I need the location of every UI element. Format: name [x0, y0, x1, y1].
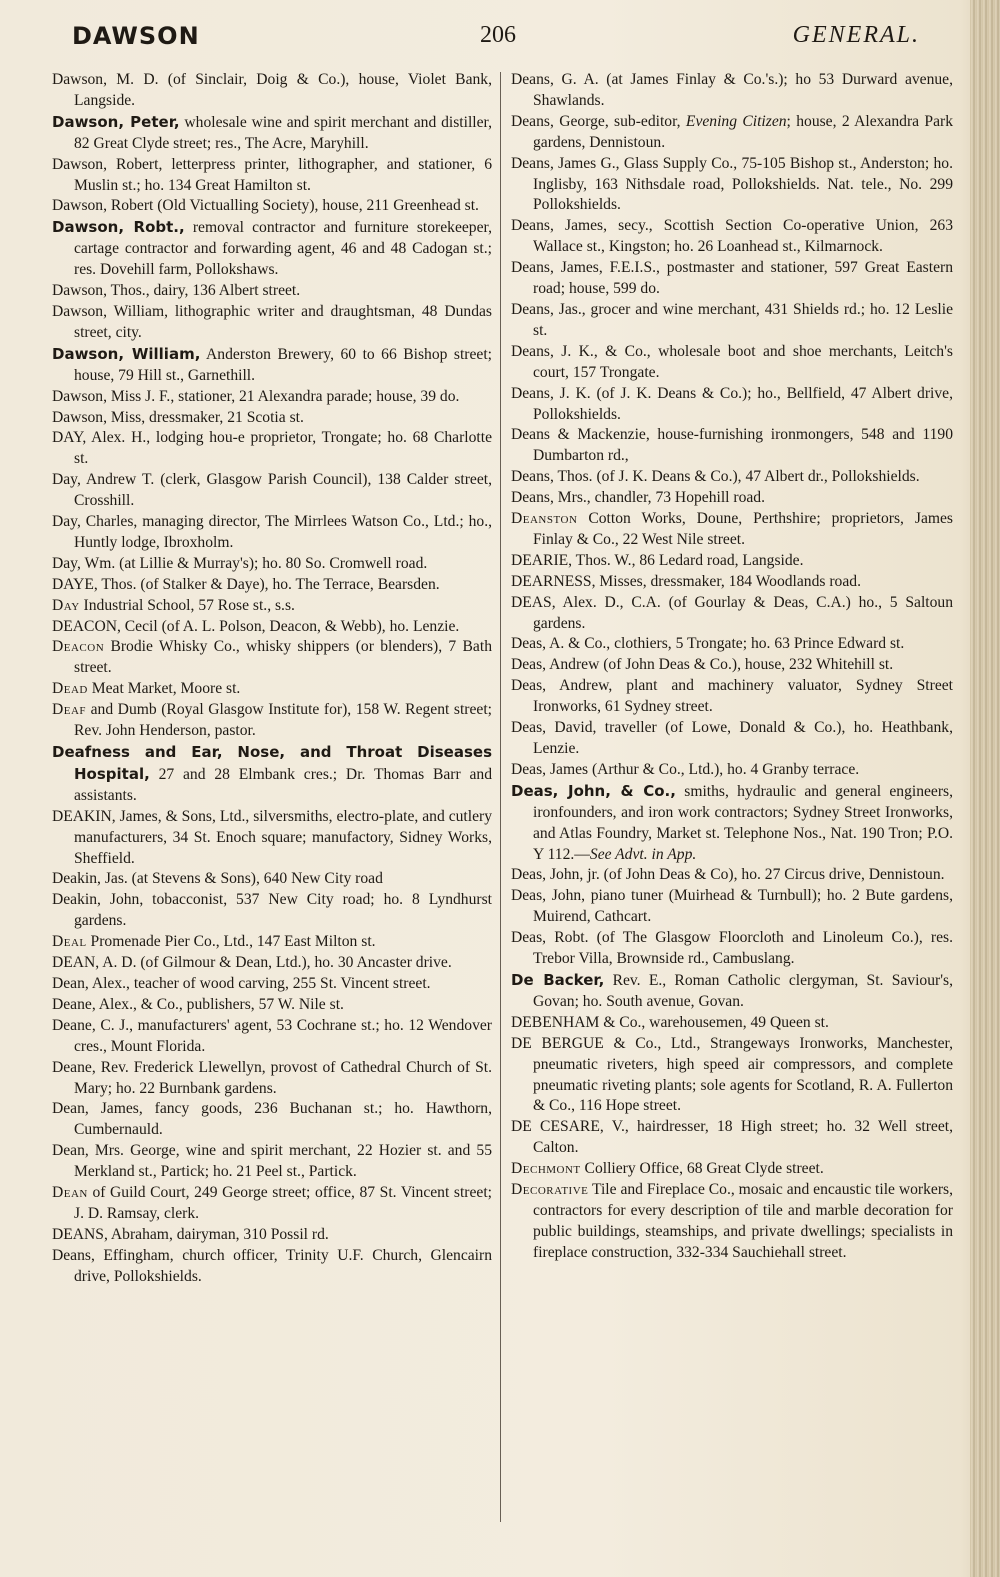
directory-entry: Deakin, John, tobacconist, 537 New City road; ho. 8 Lyndhurst gardens.	[52, 891, 492, 930]
entry-text: Brodie Whisky Co., whisky shippers (or blenders), 7 Bath street.	[74, 638, 492, 677]
directory-entry: Deakin, Jas. (at Stevens & Sons), 640 New City road	[52, 870, 383, 888]
directory-entry: Deans & Mackenzie, house-furnishing ironmongers, 548 and 1190 Dumbarton rd.,	[511, 426, 953, 465]
directory-entry: DAY, Alex. H., lodging hou-e proprietor, Trongate; ho. 68 Charlotte st.	[52, 429, 492, 468]
entry-text: Anderston Brewery, 60 to 66 Bishop street; house, 79 Hill st., Garnethill.	[74, 345, 493, 384]
entry-text: Cotton Works, Doune, Perthshire; proprietors, James Finlay & Co., 22 West Nile street.	[533, 510, 953, 548]
entry-text: removal contractor and furniture storekeeper, cartage contractor and forwarding agent, 46 and 48 Cadogan st.; res. Dovehill farm, Pollokshaws.	[74, 219, 492, 279]
running-head-section: GENERAL.	[792, 22, 920, 48]
directory-entry: DE BERGUE & Co., Ltd., Strangeways Ironworks, Manchester, pneumatic riveters, high speed air compressors, and complete pneumatic riveting plants; sole agents for Scotland, R. A. Fullerton & Co., 116 Hope street.	[511, 1034, 953, 1115]
directory-entry: DAYE, Thos. (of Stalker & Daye), ho. The Terrace, Bearsden.	[52, 575, 440, 593]
column-divider	[500, 72, 501, 1522]
directory-entry: Deans, Jas., grocer and wine merchant, 431 Shields rd.; ho. 12 Leslie st.	[511, 300, 953, 339]
entry-name: Deas, John, & Co.,	[511, 781, 676, 800]
entry-italic: Evening Citizen	[685, 112, 787, 130]
directory-entry: Deane, Alex., & Co., publishers, 57 W. Nile st.	[52, 995, 344, 1013]
entry-name: Deaf	[52, 701, 87, 719]
entry-name: Deanston	[511, 510, 578, 528]
directory-entry	[52, 742, 492, 807]
directory-entry: DEAKIN, James, & Sons, Ltd., silversmiths, electro-plate, and cutlery manufacturers, 34 St. Enoch square; manufactory, Sidney Works, Sheffield.	[52, 807, 492, 867]
directory-entry: Dawson, Miss J. F., stationer, 21 Alexandra parade; house, 39 do.	[52, 387, 460, 405]
entry-name: Dawson, William,	[52, 344, 201, 363]
directory-entry: Day, Andrew T. (clerk, Glasgow Parish Council), 138 Calder street, Crosshill.	[52, 471, 492, 510]
directory-entry	[52, 1183, 492, 1225]
entry-name: Dawson, Robt.,	[52, 218, 185, 237]
entry-name: Day	[52, 596, 80, 614]
entry-text: Rev. E., Roman Catholic clergyman, St. Saviour's, Govan; ho. South avenue, Govan.	[533, 971, 953, 1010]
directory-entry: Deans, J. K. (of J. K. Deans & Co.); ho., Bellfield, 47 Albert drive, Pollokshields.	[511, 384, 953, 423]
directory-entry: Deans, James G., Glass Supply Co., 75-105 Bishop st., Anderston; ho. Inglisby, 163 Nithsdale road, Pollokshields. Nat. tele., No. 299 Pollokshields.	[511, 154, 953, 214]
directory-entry: Dean, Mrs. George, wine and spirit merchant, 22 Hozier st. and 55 Merkland st., Partick; ho. 21 Peel st., Partick.	[52, 1142, 492, 1181]
directory-entry	[52, 596, 492, 617]
entry-text: ; house, 2 Alexandra Park gardens, Dennistoun.	[533, 112, 953, 151]
directory-entry	[511, 1159, 953, 1180]
entry-name: Deacon	[52, 638, 105, 656]
entry-text: Industrial School, 57 Rose st., s.s.	[79, 596, 295, 614]
directory-entry	[52, 637, 492, 679]
directory-entry	[52, 932, 492, 953]
right-column	[511, 70, 953, 1264]
directory-entry: DEAS, Alex. D., C.A. (of Gourlay & Deas, C.A.) ho., 5 Saltoun gardens.	[511, 593, 953, 632]
entry-text: wholesale wine and spirit merchant and distiller, 82 Great Clyde street; res., The Acre, Maryhill.	[74, 113, 492, 152]
entry-italic: See Advt. in App.	[589, 845, 697, 863]
directory-entry	[511, 112, 953, 154]
directory-entry: Deans, Thos. (of J. K. Deans & Co.), 47 Albert dr., Pollokshields.	[511, 468, 920, 486]
entry-text: Colliery Office, 68 Great Clyde street.	[580, 1160, 824, 1178]
directory-entry: DEAN, A. D. (of Gilmour & Dean, Ltd.), ho. 30 Ancaster drive.	[52, 954, 452, 972]
directory-entry: Day, Wm. (at Lillie & Murray's); ho. 80 So. Cromwell road.	[52, 554, 428, 572]
directory-entry: Deane, C. J., manufacturers' agent, 53 Cochrane st.; ho. 12 Wendover cres., Mount Florida.	[52, 1016, 492, 1055]
directory-entry: Dawson, Robert (Old Victualling Society), house, 211 Greenhead st.	[52, 197, 479, 215]
left-column	[52, 70, 492, 1288]
directory-entry	[511, 970, 953, 1013]
entry-text: Promenade Pier Co., Ltd., 147 East Milton st.	[86, 933, 376, 951]
directory-entry	[511, 1180, 953, 1264]
directory-entry: Deas, Robt. (of The Glasgow Floorcloth and Linoleum Co.), res. Trebor Villa, Brownside rd., Cambuslang.	[511, 929, 953, 968]
directory-entry	[52, 344, 492, 387]
directory-entry: Deas, James (Arthur & Co., Ltd.), ho. 4 Granby terrace.	[511, 760, 860, 778]
directory-entry: Deans, James, F.E.I.S., postmaster and stationer, 597 Great Eastern road; house, 599 do.	[511, 259, 953, 298]
directory-entry	[52, 679, 492, 700]
directory-entry: DEACON, Cecil (of A. L. Polson, Deacon, & Webb), ho. Lenzie.	[52, 617, 460, 635]
entry-text: Tile and Fireplace Co., mosaic and encaustic tile workers, contractors for every description of tile and marble decoration for public buildings, steamships, and private dwellings; specialists in fireplace construction, 332-334 Sauchiehall street.	[533, 1181, 954, 1261]
directory-entry: Deans, J. K., & Co., wholesale boot and shoe merchants, Leitch's court, 157 Trongate.	[511, 342, 953, 381]
directory-entry: Deas, John, jr. (of John Deas & Co), ho. 27 Circus drive, Dennistoun.	[511, 866, 945, 884]
entry-name: Decorative	[511, 1181, 589, 1199]
directory-entry: Dean, James, fancy goods, 236 Buchanan st.; ho. Hawthorn, Cumbernauld.	[52, 1100, 492, 1139]
directory-entry: Dawson, Thos., dairy, 136 Albert street.	[52, 282, 301, 300]
directory-entry: Day, Charles, managing director, The Mirrlees Watson Co., Ltd.; ho., Huntly lodge, Ibroxholm.	[52, 513, 492, 551]
entry-text: and Dumb (Royal Glasgow Institute for), 158 W. Regent street; Rev. John Henderson, pastor.	[74, 701, 492, 740]
entry-name: Dechmont	[511, 1160, 581, 1178]
directory-entry: Deas, Andrew (of John Deas & Co.), house, 232 Whitehill st.	[511, 656, 894, 674]
directory-entry: Deas, A. & Co., clothiers, 5 Trongate; ho. 63 Prince Edward st.	[511, 635, 905, 653]
directory-entry: Deane, Rev. Frederick Llewellyn, provost of Cathedral Church of St. Mary; ho. 22 Burnbank gardens.	[52, 1058, 492, 1097]
directory-entry: Deas, Andrew, plant and machinery valuator, Sydney Street Ironworks, 61 Sydney street.	[511, 677, 953, 716]
running-head	[72, 22, 920, 56]
directory-entry	[511, 781, 953, 866]
entry-text: of Guild Court, 249 George street; office, 87 St. Vincent street; J. D. Ramsay, clerk.	[74, 1184, 492, 1222]
entry-text: 27 and 28 Elmbank cres.; Dr. Thomas Barr and assistants.	[74, 765, 492, 804]
directory-entry: DEARNESS, Misses, dressmaker, 184 Woodlands road.	[511, 572, 861, 590]
entry-text: smiths, hydraulic and general engineers, ironfounders, and iron work contractors; Sydney Street Ironworks, and Atlas Foundry, Market st. Telephone Nos., Nat. 190 Tron; P.O. Y 112.—	[533, 782, 953, 863]
directory-entry: Deans, Mrs., chandler, 73 Hopehill road.	[511, 489, 766, 507]
directory-entry: Deans, G. A. (at James Finlay & Co.'s.); ho 53 Durward avenue, Shawlands.	[511, 71, 953, 109]
directory-entry: Deans, Effingham, church officer, Trinity U.F. Church, Glencairn drive, Pollokshields.	[52, 1246, 492, 1285]
page-number: 206	[480, 22, 516, 48]
running-head-surname: DAWSON	[72, 22, 200, 50]
entry-name: Deafness and Ear, Nose, and Throat Diseases Hospital,	[52, 743, 492, 783]
directory-entry: Dawson, Miss, dressmaker, 21 Scotia st.	[52, 408, 304, 426]
directory-entry: Dawson, William, lithographic writer and draughtsman, 48 Dundas street, city.	[52, 302, 492, 341]
directory-entry: Dawson, Robert, letterpress printer, lithographer, and stationer, 6 Muslin st.; ho. 134 Great Hamilton st.	[52, 155, 492, 194]
directory-entry: DEARIE, Thos. W., 86 Ledard road, Langside.	[511, 551, 804, 569]
entry-name: Dean	[52, 1184, 88, 1202]
directory-entry: DEANS, Abraham, dairyman, 310 Possil rd.	[52, 1225, 329, 1243]
directory-entry: DEBENHAM & Co., warehousemen, 49 Queen st.	[511, 1013, 829, 1031]
entry-name: Dead	[52, 680, 88, 698]
entry-name: De Backer,	[511, 970, 605, 989]
directory-entry: Dawson, M. D. (of Sinclair, Doig & Co.), house, Violet Bank, Langside.	[52, 71, 492, 109]
directory-entry	[511, 509, 953, 551]
directory-entry	[52, 217, 492, 281]
directory-entry: DE CESARE, V., hairdresser, 18 High street; ho. 32 Well street, Calton.	[511, 1118, 953, 1157]
directory-entry: Dean, Alex., teacher of wood carving, 255 St. Vincent street.	[52, 974, 431, 992]
entry-name: Deal	[52, 933, 87, 951]
directory-entry: Deans, James, secy., Scottish Section Co-operative Union, 263 Wallace st., Kingston; ho. 26 Loanhead st., Kilmarnock.	[511, 217, 953, 256]
entry-name: Dawson, Peter,	[52, 112, 180, 131]
directory-entry: Deas, John, piano tuner (Muirhead & Turnbull); ho. 2 Bute gardens, Muirend, Cathcart.	[511, 887, 953, 926]
directory-entry	[52, 700, 492, 742]
entry-text: Meat Market, Moore st.	[87, 680, 241, 698]
directory-entry: Deas, David, traveller (of Lowe, Donald & Co.), ho. Heathbank, Lenzie.	[511, 719, 953, 757]
directory-entry	[52, 112, 492, 155]
entry-text: Deans, George, sub-editor,	[511, 112, 686, 130]
page-edge	[970, 0, 1000, 1577]
